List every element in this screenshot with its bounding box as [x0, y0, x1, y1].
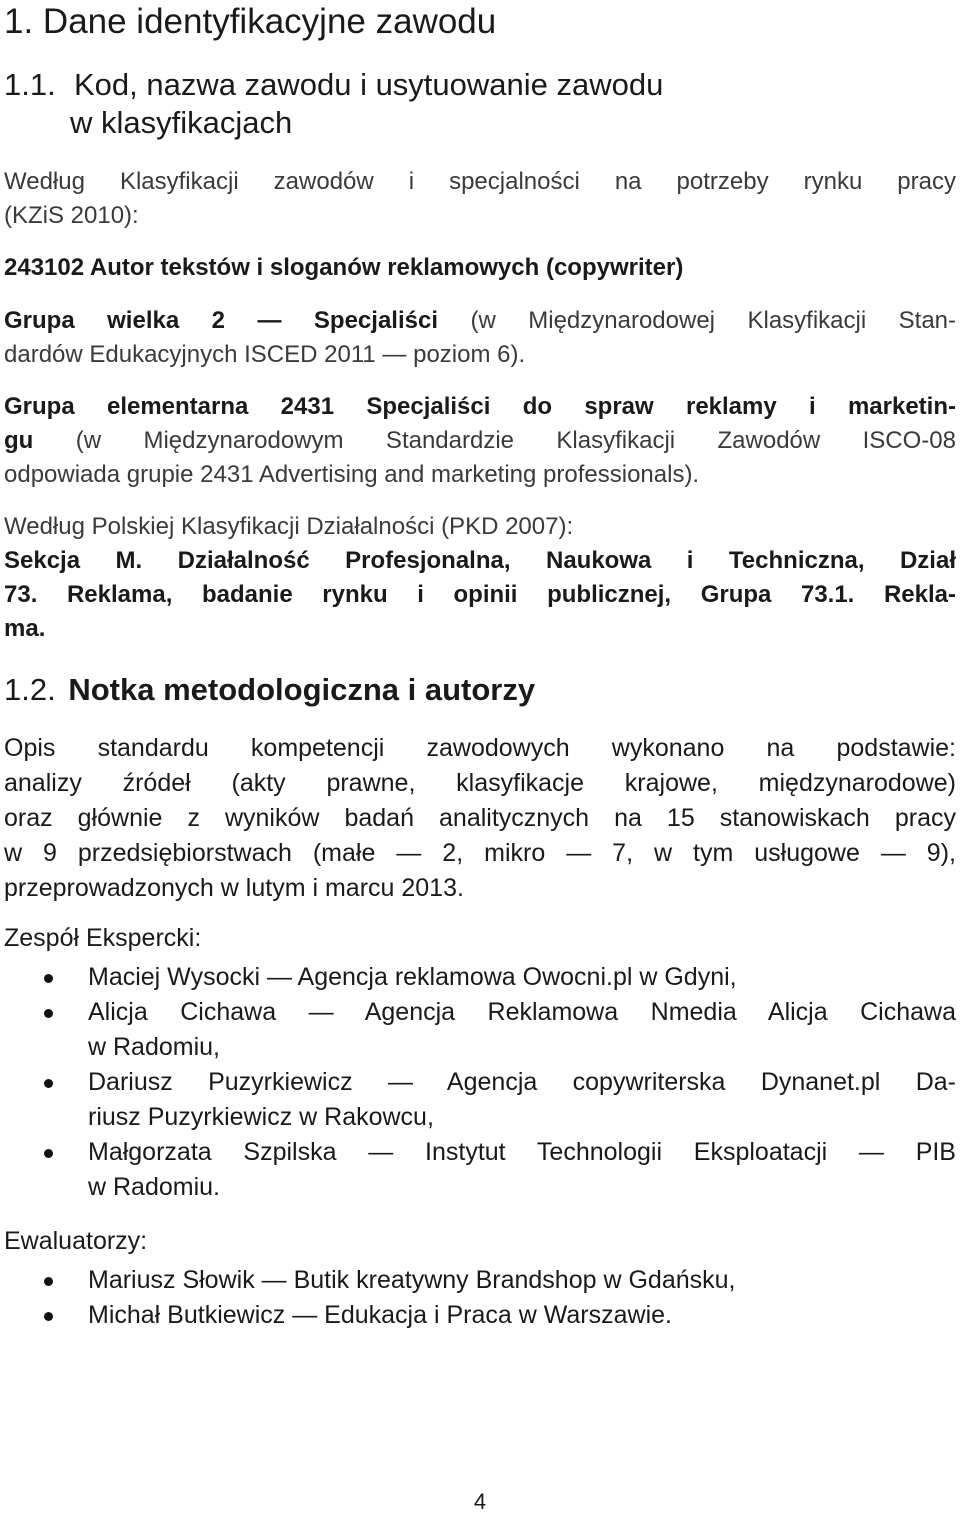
group-elem-bold-line2: gu — [4, 427, 34, 454]
bullet-icon — [44, 1312, 53, 1321]
list-item — [4, 1298, 956, 1333]
methodology-line5: przeprowadzonych w lutym i marcu 2013. — [4, 874, 464, 902]
section-1-heading: 1. Dane identyfikacyjne zawodu — [4, 2, 497, 41]
group-elem-bold-line1: Grupa elementarna 2431 Specjaliści do spraw reklamy i marketin- — [4, 393, 956, 420]
section-1-1-title-line1: Kod, nazwa zawodu i usytuowanie zawodu — [74, 67, 664, 102]
expert-line1: Dariusz Puzyrkiewicz — Agencja copywriterska Dynanet.pl Da- — [88, 1068, 956, 1096]
group-major-bold: Grupa wielka 2 — Specjaliści — [4, 307, 438, 334]
evaluators-list — [4, 1263, 956, 1333]
expert-line1: Alicja Cichawa — Agencja Reklamowa Nmedia Alicja Cichawa — [88, 998, 956, 1026]
expert-line2: w Radomiu, — [88, 1033, 220, 1061]
group-major-line1 — [4, 304, 956, 338]
bullet-icon — [44, 1079, 53, 1088]
methodology-line1: Opis standardu kompetencji zawodowych wykonano na podstawie: — [4, 734, 956, 762]
section-1-1-heading — [4, 66, 904, 142]
methodology-paragraph — [4, 731, 956, 906]
pkd-line3: ma. — [4, 615, 46, 642]
group-elem-line1 — [4, 390, 956, 424]
pkd-section — [4, 510, 956, 646]
evaluator-line: Mariusz Słowik — Butik kreatywny Brandshop w Gdańsku, — [88, 1266, 736, 1294]
pkd-line1: Sekcja M. Działalność Profesjonalna, Naukowa i Techniczna, Dział — [4, 547, 956, 574]
list-item — [4, 1135, 956, 1205]
experts-label: Zespół Ekspercki: — [4, 924, 202, 952]
experts-list — [4, 960, 956, 1205]
pkd-line2: 73. Reklama, badanie rynku i opinii publicznej, Grupa 73.1. Rekla- — [4, 581, 956, 608]
section-1-2-title: Notka metodologiczna i autorzy — [68, 672, 536, 707]
evaluators-label: Ewaluatorzy: — [4, 1227, 148, 1255]
group-elem-rest-line3: odpowiada grupie 2431 Advertising and marketing professionals). — [4, 461, 700, 488]
evaluators-section — [4, 1224, 956, 1333]
section-1-2-heading — [4, 671, 535, 709]
bullet-icon — [44, 1009, 53, 1018]
group-major-rest-line2: dardów Edukacyjnych ISCED 2011 — poziom 6). — [4, 341, 526, 368]
expert-line1: Małgorzata Szpilska — Instytut Technologii Eksploatacji — PIB — [88, 1138, 956, 1166]
bullet-icon — [44, 1277, 53, 1286]
pkd-intro: Według Polskiej Klasyfikacji Działalności (PKD 2007): — [4, 513, 574, 540]
methodology-line2: analizy źródeł (akty prawne, klasyfikacje krajowe, międzynarodowe) — [4, 769, 956, 797]
list-item — [4, 1065, 956, 1135]
bullet-icon — [44, 974, 53, 983]
expert-line2: w Radomiu. — [88, 1173, 220, 1201]
list-item — [4, 960, 956, 995]
section-1-1-title-line2: w klasyfikacjach — [70, 105, 293, 140]
experts-section — [4, 921, 956, 1205]
bullet-icon — [44, 1149, 53, 1158]
group-elem-rest-line2: (w Międzynarodowym Standardzie Klasyfikacji Zawodów ISCO-08 — [75, 427, 956, 454]
kzis-intro-line2: (KZiS 2010): — [4, 202, 139, 229]
group-major-rest-line1: (w Międzynarodowej Klasyfikacji Stan- — [470, 307, 956, 334]
kzis-intro-line1: Według Klasyfikacji zawodów i specjalności na potrzeby rynku pracy — [4, 168, 956, 195]
kzis-intro — [4, 165, 956, 233]
occupation-line — [4, 251, 956, 285]
list-item — [4, 1263, 956, 1298]
expert-line2: riusz Puzyrkiewicz w Rakowcu, — [88, 1103, 434, 1131]
evaluator-line: Michał Butkiewicz — Edukacja i Praca w Warszawie. — [88, 1301, 672, 1329]
group-elementary — [4, 390, 956, 492]
group-elem-line2 — [4, 424, 956, 458]
group-major — [4, 304, 956, 372]
methodology-line4: w 9 przedsiębiorstwach (małe — 2, mikro — 7, w tym usługowe — 9), — [4, 839, 956, 867]
section-1-1-number: 1.1. — [4, 67, 56, 102]
list-item — [4, 995, 956, 1065]
section-1-2-number: 1.2. — [4, 672, 56, 707]
methodology-line3: oraz głównie z wyników badań analitycznych na 15 stanowiskach pracy — [4, 804, 956, 832]
page-number: 4 — [473, 1489, 487, 1514]
occupation-code-name: 243102 Autor tekstów i sloganów reklamowych (copywriter) — [4, 254, 684, 281]
expert-line1: Maciej Wysocki — Agencja reklamowa Owocni.pl w Gdyni, — [88, 963, 737, 991]
